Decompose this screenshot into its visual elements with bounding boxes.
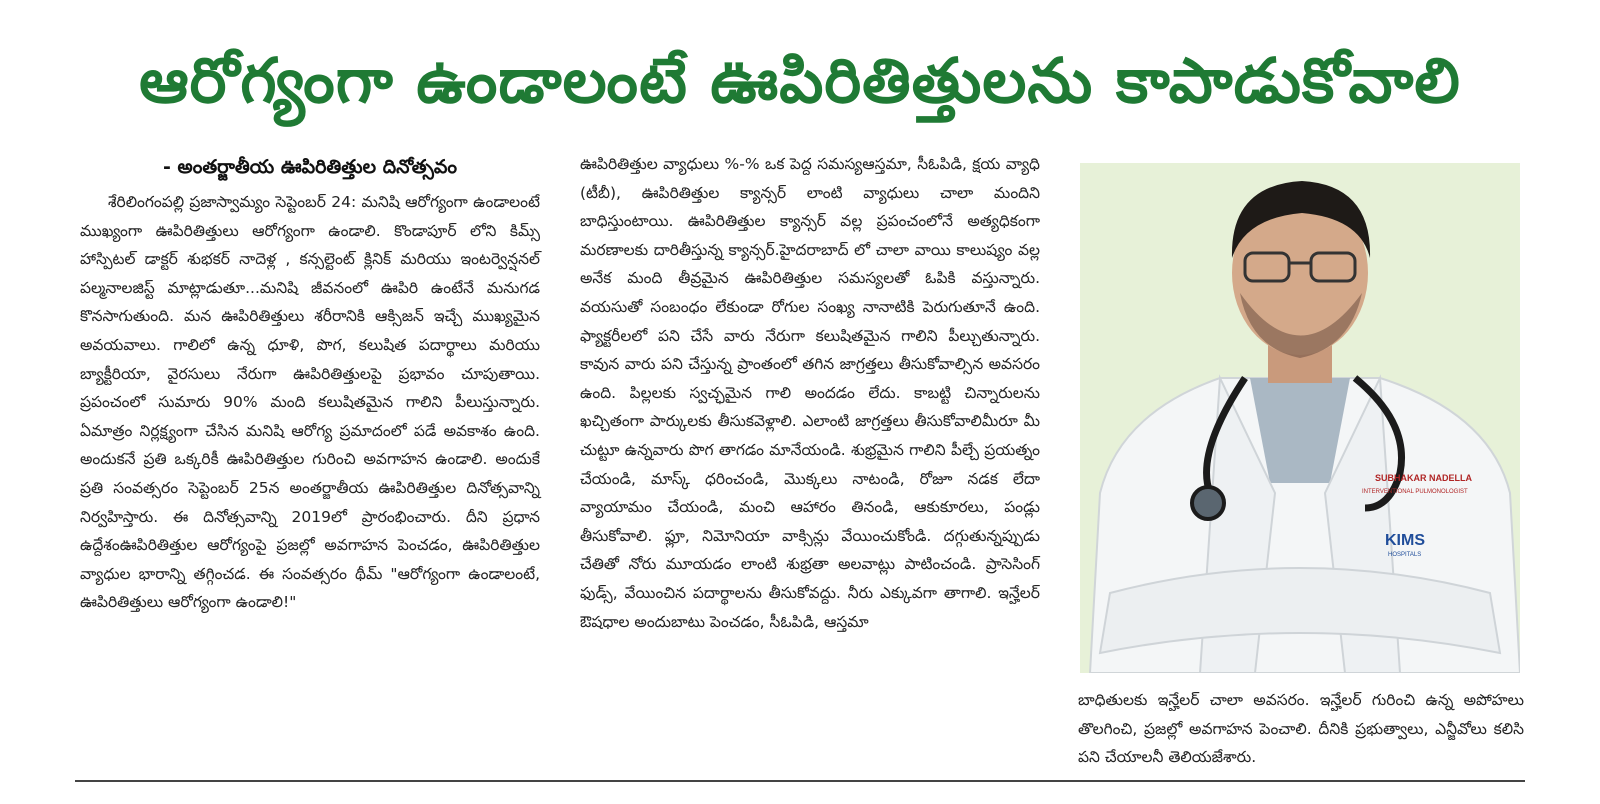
article-column-1: [80, 150, 540, 617]
article-column-2: [580, 150, 1040, 636]
article-body-column-1: శేరిలింగంపల్లి ప్రజాస్వామ్యం సెప్టెంబర్ 24: మనిషి ఆరోగ్యంగా ఉండాలంటే ముఖ్యంగా ఊపిరితిత్తులు ఆరోగ్యంగా ఉండాలి. కొండాపూర్ లోని కిమ్స్ హాస్పిటల్ డాక్టర్ శుభకర్ నాదెళ్ల , కన్సల్టెంట్ క్లినిక్ మరియు ఇంటర్వెన్షనల్ పల్మనాలజిస్ట్ మాట్లాడుతూ...మనిషి జీవనంలో ఊపిరి ఉంటేనే మనుగడ కొనసాగుతుంది. మన ఊపిరితిత్తులు శరీరానికి ఆక్సిజన్ ఇచ్చే ముఖ్యమైన అవయవాలు. గాలిలో ఉన్న ధూళి, పొగ, కలుషిత పదార్థాలు మరియు బ్యాక్టీరియా, వైరసులు నేరుగా ఊపిరితిత్తులపై ప్రభావం చూపుతాయి. ప్రపంచంలో సుమారు 90% మంది కలుషితమైన గాలిని పీలుస్తున్నారు. ఏమాత్రం నిర్లక్ష్యంగా చేసిన మనిషి ఆరోగ్య ప్రమాదంలో పడే అవకాశం ఉంది. అందుకనే ప్రతి ఒక్కరికీ ఊపిరితిత్తుల గురించి అవగాహన ఉండాలి. అందుకే ప్రతి సంవత్సరం సెప్టెంబర్ 25న అంతర్జాతీయ ఊపిరితిత్తుల దినోత్సవాన్ని నిర్వహిస్తారు. ఈ దినోత్సవాన్ని 2019లో ప్రారంభించారు. దీని ప్రధాన ఉద్దేశంఊపిరితిత్తుల ఆరోగ్యంపై ప్రజల్లో అవగాహన పెంచడం, ఊపిరితిత్తుల వ్యాధుల భారాన్ని తగ్గించడ. ఈ సంవత్సరం థీమ్ "ఆరోగ్యంగా ఉండాలంటే, ఊపిరితిత్తులు ఆరోగ్యంగా ఉండాలి!": [80, 193, 540, 612]
bottom-rule: [75, 780, 1525, 782]
doctor-portrait-illustration: [1080, 163, 1520, 673]
coat-name-text: SUBHAKAR NADELLA: [1375, 473, 1472, 483]
article-subheadline: - అంతర్జాతీయ ఊపిరితిత్తుల దినోత్సవం: [163, 156, 457, 178]
coat-dept-text: INTERVENTIONAL PULMONOLOGIST: [1362, 489, 1468, 495]
doctor-photo: [1080, 163, 1520, 673]
kims-logo: KIMS: [1385, 532, 1425, 549]
article-body-column-2: ఊపిరితిత్తుల వ్యాధులు %-% ఒక పెద్ద సమస్యఆస్తమా, సీఓపిడి, క్షయ వ్యాధి (టీబీ), ఊపిరితిత్తుల క్యాన్సర్ లాంటి వ్యాధులు చాలా మందిని బాధిస్తుంటాయి. ఊపిరితిత్తుల క్యాన్సర్ వల్ల ప్రపంచంలోనే అత్యధికంగా మరణాలకు దారితీస్తున్న క్యాన్సర్.హైదరాబాద్ లో చాలా వాయి కాలుష్యం వల్ల అనేక మంది తీవ్రమైన ఊపిరితిత్తుల సమస్యలతో ఓపికి వస్తున్నారు. వయసుతో సంబంధం లేకుండా రోగుల సంఖ్య నానాటికి పెరుగుతూనే ఉంది. ఫ్యాక్టరీలలో పని చేసే వారు నేరుగా కలుషితమైన గాలిని పీల్చుతున్నారు. కావున వారు పని చేస్తున్న ప్రాంతంలో తగిన జాగ్రత్తలు తీసుకోవాల్సిన అవసరం ఉంది. పిల్లలకు స్వచ్ఛమైన గాలి అందడం లేదు. కాబట్టి చిన్నారులను ఖచ్చితంగా పార్కులకు తీసుకవెళ్లాలి. ఎలాంటి జాగ్రత్తలు తీసుకోవాలిమీరూ మీ చుట్టూ ఉన్నవారు పొగ తాగడం మానేయండి. శుభ్రమైన గాలిని పీల్చే ప్రయత్నం చేయండి, మాస్క్ ధరించండి, మొక్కలు నాటండి, రోజూ నడక లేదా వ్యాయామం చేయండి, మంచి ఆహారం తినండి, ఆకుకూరలు, పండ్లు తీసుకోవాలి. ఫ్లూ, నిమోనియా వాక్సిన్లు వేయించుకోండి. దగ్గుతున్నప్పుడు చేతితో నోరు మూయడం లాంటి శుభ్రతా అలవాట్లు పాటించండి. ప్రాసెసింగ్ ఫుడ్స్, వేయించిన పదార్థాలను తీసుకోవద్దు. నీరు ఎక్కువగా తాగాలి. ఇన్హేలర్ ఔషధాల అందుబాటు పెంచడం, సీఓపిడి, ఆస్తమా: [580, 155, 1040, 631]
kims-logo-sub: HOSPITALS: [1388, 552, 1422, 558]
photo-caption: బాధితులకు ఇన్హేలర్ చాలా అవసరం. ఇన్హేలర్ గురించి ఉన్న అపోహలు తొలగించి, ప్రజల్లో అవగాహన పెంచాలి. దీనికి ప్రభుత్వాలు, ఎన్జీవోలు కలిసి పని చేయాలనీ తెలియజేశారు.: [1078, 691, 1524, 767]
article-headline: ఆరోగ్యంగా ఉండాలంటే ఊపిరితిత్తులను కాపాడుకోవాలి: [139, 44, 1461, 117]
